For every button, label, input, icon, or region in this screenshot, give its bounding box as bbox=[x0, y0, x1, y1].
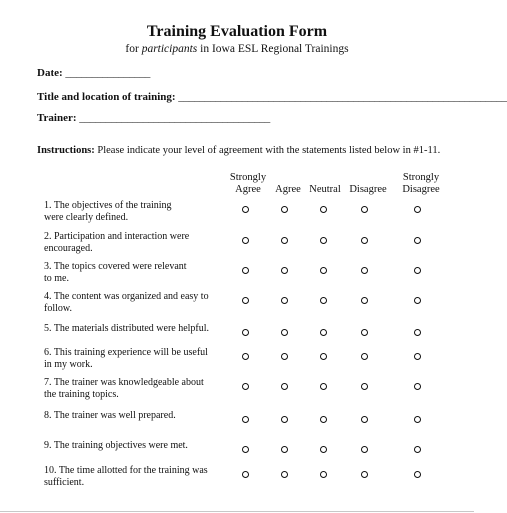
statement-line2: encouraged. bbox=[44, 243, 93, 254]
statement-3 bbox=[44, 261, 224, 285]
column-header-strongly-disagree bbox=[393, 172, 449, 196]
statement-5 bbox=[44, 323, 224, 335]
trainer-field[interactable] bbox=[37, 112, 270, 124]
radio-strongly-agree-q5[interactable] bbox=[242, 329, 249, 336]
column-header-strongly-agree bbox=[222, 172, 274, 196]
column-header-line2: Agree bbox=[275, 184, 301, 195]
trainer-blank-line[interactable]: ____________________________________ bbox=[79, 112, 271, 124]
statement-2 bbox=[44, 231, 224, 255]
radio-strongly-agree-q2[interactable] bbox=[242, 237, 249, 244]
radio-strongly-agree-q9[interactable] bbox=[242, 446, 249, 453]
statement-4 bbox=[44, 291, 224, 315]
radio-agree-q6[interactable] bbox=[281, 353, 288, 360]
radio-strongly-disagree-q8[interactable] bbox=[414, 416, 421, 423]
statement-line1: 6. This training experience will be useful bbox=[44, 347, 208, 358]
radio-disagree-q5[interactable] bbox=[361, 329, 368, 336]
radio-agree-q8[interactable] bbox=[281, 416, 288, 423]
statement-line2: the training topics. bbox=[44, 389, 119, 400]
trainer-label: Trainer: bbox=[37, 112, 77, 124]
statement-1 bbox=[44, 200, 224, 224]
date-blank-line[interactable]: ________________ bbox=[65, 67, 151, 79]
statement-line1: 9. The training objectives were met. bbox=[44, 440, 188, 451]
instructions-label: Instructions: bbox=[37, 145, 95, 156]
instructions bbox=[37, 145, 440, 156]
date-label: Date: bbox=[37, 67, 63, 79]
radio-disagree-q3[interactable] bbox=[361, 267, 368, 274]
radio-neutral-q9[interactable] bbox=[320, 446, 327, 453]
radio-strongly-disagree-q2[interactable] bbox=[414, 237, 421, 244]
radio-disagree-q1[interactable] bbox=[361, 206, 368, 213]
radio-agree-q1[interactable] bbox=[281, 206, 288, 213]
statement-line2: in my work. bbox=[44, 359, 93, 370]
form-title: Training Evaluation Form bbox=[146, 23, 328, 40]
radio-strongly-disagree-q10[interactable] bbox=[414, 471, 421, 478]
radio-agree-q4[interactable] bbox=[281, 297, 288, 304]
title-location-blank-line[interactable]: ______________________________________________________________ bbox=[178, 91, 507, 103]
radio-disagree-q2[interactable] bbox=[361, 237, 368, 244]
statement-6 bbox=[44, 347, 224, 371]
radio-neutral-q10[interactable] bbox=[320, 471, 327, 478]
column-header-line1: Strongly bbox=[402, 172, 440, 183]
radio-strongly-disagree-q7[interactable] bbox=[414, 383, 421, 390]
radio-strongly-disagree-q4[interactable] bbox=[414, 297, 421, 304]
radio-disagree-q8[interactable] bbox=[361, 416, 368, 423]
statement-line1: 4. The content was organized and easy to bbox=[44, 291, 209, 302]
column-header-disagree bbox=[342, 172, 394, 196]
radio-neutral-q7[interactable] bbox=[320, 383, 327, 390]
statement-line2: sufficient. bbox=[44, 477, 85, 488]
statement-9 bbox=[44, 440, 224, 452]
subtitle-italic: participants bbox=[141, 43, 198, 55]
radio-agree-q5[interactable] bbox=[281, 329, 288, 336]
form-subtitle bbox=[0, 43, 474, 55]
statement-line2: to me. bbox=[44, 273, 69, 284]
radio-neutral-q5[interactable] bbox=[320, 329, 327, 336]
statement-line1: 1. The objectives of the training bbox=[44, 200, 172, 211]
radio-neutral-q3[interactable] bbox=[320, 267, 327, 274]
column-header-line2: Disagree bbox=[349, 184, 387, 195]
statement-line1: 3. The topics covered were relevant bbox=[44, 261, 187, 272]
radio-neutral-q2[interactable] bbox=[320, 237, 327, 244]
statement-8 bbox=[44, 410, 224, 422]
subtitle-prefix: for bbox=[125, 43, 142, 55]
statement-line1: 2. Participation and interaction were bbox=[44, 231, 190, 242]
radio-agree-q10[interactable] bbox=[281, 471, 288, 478]
statement-line2: were clearly defined. bbox=[44, 212, 129, 223]
statement-line1: 5. The materials distributed were helpful. bbox=[44, 323, 210, 334]
statement-10 bbox=[44, 465, 224, 489]
statement-line1: 8. The trainer was well prepared. bbox=[44, 410, 176, 421]
title-location-field[interactable] bbox=[37, 91, 507, 103]
radio-strongly-agree-q3[interactable] bbox=[242, 267, 249, 274]
subtitle-suffix: in Iowa ESL Regional Trainings bbox=[197, 43, 349, 55]
instructions-text: Please indicate your level of agreement with the statements listed below in #1-11. bbox=[94, 145, 441, 156]
column-header-line2: Disagree bbox=[402, 184, 440, 195]
radio-agree-q7[interactable] bbox=[281, 383, 288, 390]
column-header-line1: Strongly bbox=[229, 172, 267, 183]
column-header-line2: Agree bbox=[235, 184, 261, 195]
radio-strongly-agree-q10[interactable] bbox=[242, 471, 249, 478]
radio-neutral-q6[interactable] bbox=[320, 353, 327, 360]
date-field[interactable] bbox=[37, 67, 150, 79]
radio-strongly-disagree-q3[interactable] bbox=[414, 267, 421, 274]
radio-disagree-q10[interactable] bbox=[361, 471, 368, 478]
radio-disagree-q7[interactable] bbox=[361, 383, 368, 390]
radio-strongly-disagree-q9[interactable] bbox=[414, 446, 421, 453]
radio-agree-q3[interactable] bbox=[281, 267, 288, 274]
radio-disagree-q4[interactable] bbox=[361, 297, 368, 304]
bottom-divider bbox=[0, 511, 474, 512]
statement-line2: follow. bbox=[44, 303, 72, 314]
radio-neutral-q1[interactable] bbox=[320, 206, 327, 213]
radio-strongly-disagree-q6[interactable] bbox=[414, 353, 421, 360]
radio-neutral-q8[interactable] bbox=[320, 416, 327, 423]
statement-line1: 7. The trainer was knowledgeable about bbox=[44, 377, 204, 388]
radio-strongly-disagree-q1[interactable] bbox=[414, 206, 421, 213]
radio-strongly-agree-q8[interactable] bbox=[242, 416, 249, 423]
radio-agree-q9[interactable] bbox=[281, 446, 288, 453]
radio-strongly-agree-q4[interactable] bbox=[242, 297, 249, 304]
statement-7 bbox=[44, 377, 224, 401]
column-header-line2: Neutral bbox=[309, 184, 341, 195]
radio-disagree-q9[interactable] bbox=[361, 446, 368, 453]
radio-strongly-disagree-q5[interactable] bbox=[414, 329, 421, 336]
radio-neutral-q4[interactable] bbox=[320, 297, 327, 304]
radio-strongly-agree-q6[interactable] bbox=[242, 353, 249, 360]
statement-line1: 10. The time allotted for the training was bbox=[44, 465, 208, 476]
column-header-line1 bbox=[342, 172, 394, 184]
radio-agree-q2[interactable] bbox=[281, 237, 288, 244]
title-location-label: Title and location of training: bbox=[37, 91, 176, 103]
radio-strongly-agree-q7[interactable] bbox=[242, 383, 249, 390]
radio-strongly-agree-q1[interactable] bbox=[242, 206, 249, 213]
radio-disagree-q6[interactable] bbox=[361, 353, 368, 360]
